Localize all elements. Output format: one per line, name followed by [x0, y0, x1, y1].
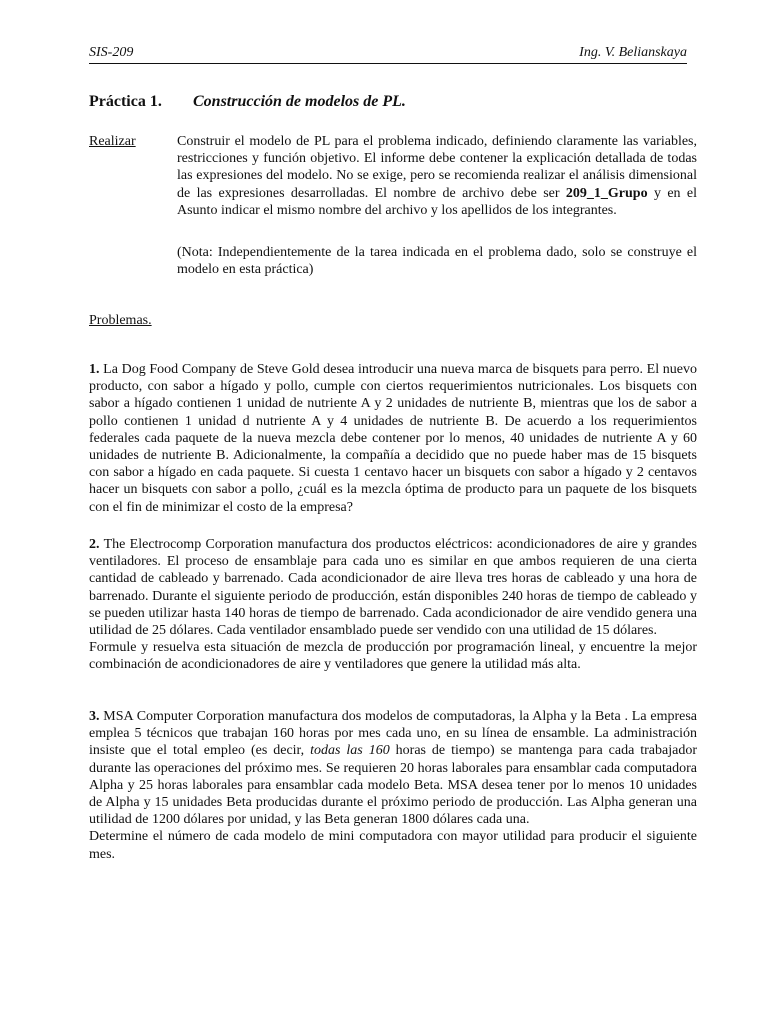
problem-text-a: MSA Computer Corporation manufactura dos modelos de computadoras, la Alpha y la Beta . La empresa emplea 5 técnicos que trabajan 160 horas por mes cada uno, en su línea de ensamble. La administración insiste que el total empleo (es decir, — [89, 709, 697, 759]
problem-text-italic: todas las 160 — [310, 743, 390, 759]
problem-1 — [89, 361, 697, 516]
realizar-text-part2: y en el Asunto indicar el mismo nombre del archivo y los apellidos de los integrantes. — [177, 185, 697, 218]
problemas-heading: Problemas. — [89, 313, 152, 328]
problem-instruction: Determine el número de cada modelo de mini computadora con mayor utilidad para producir el siguiente mes. — [89, 829, 697, 862]
realizar-text-part1: Construir el modelo de PL para el problema indicado, definiendo claramente las variables, restricciones y función objetivo. El informe debe contener la explicación detallada de todas las expresiones del modelo. No se exige, pero se recomienda realizar el análisis dimensional de las expresiones desarrolladas. El nombre de archivo debe ser — [177, 134, 697, 201]
problem-number: 2. — [89, 537, 100, 552]
problem-text-b: horas de tiempo) se mantenga para cada trabajador durante las operaciones del próximo mes. Se requieren 20 horas laborales para ensamblar cada computadora Alpha y 25 horas laborales para ensamblar cada modelo Beta. MSA desea tener por lo menos 10 unidades de Alpha y 15 unidades Beta producidas durante el próximo periodo de producción. Las Alpha generan una utilidad de 1200 dólares por unidad, y las Beta generan 1800 dólares cada una. — [89, 743, 697, 828]
practice-number: Práctica 1. — [89, 93, 162, 110]
problem-number: 1. — [89, 362, 100, 377]
realizar-instructions — [177, 133, 697, 219]
problem-2 — [89, 536, 697, 674]
problem-number: 3. — [89, 709, 100, 724]
problem-text: La Dog Food Company de Steve Gold desea introducir una nueva marca de bisquets para perro. El nuevo producto, con sabor a hígado y pollo, cumple con ciertos requerimientos nutricionales. Los bisquets con sabor a hígado contienen 1 unidad de nutriente A y 2 unidades de nutriente B, mientras que los de sabor a pollo contienen 1 unidad d nutriente A y 4 unidades de nutriente B. De acuerdo a los requerimientos federales cada paquete de la nueva mezcla debe contener por lo menos, 40 unidades de nutriente A y 60 unidades de nutriente B. Adicionalmente, la compañía a decidido que no puede haber mas de 15 bisquets con sabor a hígado en cada paquete. Si cuesta 1 centavo hacer un bisquets con sabor a hígado y 2 centavos hacer un bisquets con sabor a pollo, ¿cuál es la mezcla óptima de producto para un paquete de los bisquets con el fin de minimizar el costo de la empresa? — [89, 362, 697, 515]
nota-text: (Nota: Independientemente de la tarea indicada en el problema dado, solo se construye el modelo en esta práctica) — [177, 245, 697, 278]
author-name: Ing. V. Belianskaya — [579, 45, 687, 60]
problem-text: The Electrocomp Corporation manufactura dos productos eléctricos: acondicionadores de aire y grandes ventiladores. El proceso de ensamblaje para cada uno es similar en que ambos requieren de una cierta cantidad de cableado y barrenado. Cada acondicionador de aire lleva tres horas de cableado y una hora de barrenado. Durante el siguiente periodo de producción, están disponibles 240 horas de tiempo de cableado y se pueden utilizar hasta 140 horas de tiempo de barrenado. Cada acondicionador de aire vendido genera una utilidad de 25 dólares. Cada ventilador ensamblado puede ser vendido con una utilidad de 15 dólares. — [89, 537, 697, 639]
realizar-label: Realizar — [89, 134, 136, 149]
filename-label: 209_1_Grupo — [565, 185, 648, 201]
problem-3 — [89, 708, 697, 863]
page-header — [89, 44, 687, 64]
problem-instruction: Formule y resuelva esta situación de mezcla de producción por programación lineal, y encuentre la mejor combinación de acondicionadores de aire y ventiladores que genere la utilidad más alta. — [89, 640, 697, 673]
course-code: SIS-209 — [89, 45, 134, 60]
practice-title — [89, 92, 406, 112]
practice-title-text: Construcción de modelos de PL. — [193, 93, 406, 110]
